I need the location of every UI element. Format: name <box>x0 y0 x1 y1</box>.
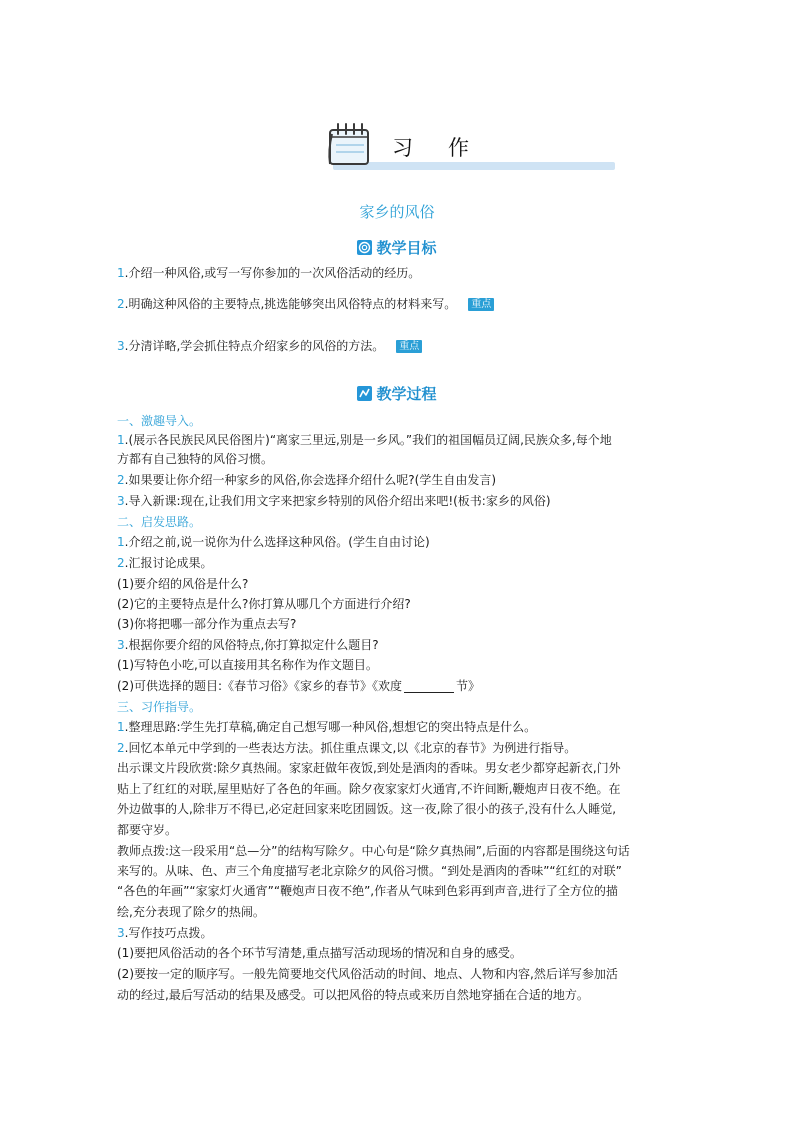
text-line <box>117 719 536 735</box>
text-line <box>117 740 576 756</box>
line-text: .如果要让你介绍一种家乡的风俗,你会选择介绍什么呢?(学生自由发言) <box>124 473 497 487</box>
process-heading-label: 教学过程 <box>376 385 437 403</box>
line-num: 2 <box>117 741 125 755</box>
text-line: 来写的。从味、色、声三个角度描写老北京除夕的风俗习惯。“到处是酒肉的香味”“红红的对联” <box>117 864 622 878</box>
text-line: (2)它的主要特点是什么?你打算从哪几个方面进行介绍? <box>117 597 411 611</box>
key-point-badge: 重点 <box>468 298 494 311</box>
goals-heading <box>0 237 794 258</box>
line-text: .汇报讨论成果。 <box>124 556 213 570</box>
text-line: 教师点拨:这一段采用“总—分”的结构写除夕。中心句是“除夕真热闹”,后面的内容都是围绕这句话 <box>117 844 630 858</box>
text-line: 出示课文片段欣赏:除夕真热闹。家家赶做年夜饭,到处是酒肉的香味。男女老少都穿起新衣,门外 <box>117 761 621 775</box>
goal-item <box>117 338 422 354</box>
line-text: .导入新课:现在,让我们用文字来把家乡特别的风俗介绍出来吧!(板书:家乡的风俗) <box>124 494 551 508</box>
section-heading-1: 一、激趣导入。 <box>117 414 202 428</box>
text-line <box>117 432 612 448</box>
target-icon <box>357 240 372 255</box>
text-line: (1)写特色小吃,可以直接用其名称作为作文题目。 <box>117 658 378 672</box>
text-line: “各色的年画”“家家灯火通宵”“鞭炮声日夜不绝”,作者从气味到色彩再到声音,进行了全方位的描 <box>117 884 618 898</box>
line-text: .介绍之前,说一说你为什么选择这种风俗。(学生自由讨论) <box>124 535 430 549</box>
goal-text: .介绍一种风俗,或写一写你参加的一次风俗活动的经历。 <box>124 266 421 280</box>
line-num: 3 <box>117 638 125 652</box>
line-text: .写作技巧点拨。 <box>124 926 213 940</box>
title-char-1: 习 <box>392 136 414 160</box>
line-text: .根据你要介绍的风俗特点,你打算拟定什么题目? <box>124 638 379 652</box>
line-text: (2)可供选择的题目:《春节习俗》《家乡的春节》《欢度 <box>117 679 403 693</box>
section-heading-2: 二、启发思路。 <box>117 515 202 529</box>
text-line <box>117 472 496 488</box>
goal-item <box>117 296 494 312</box>
goal-num: 2 <box>117 297 125 311</box>
lesson-subtitle: 家乡的风俗 <box>359 203 435 221</box>
line-num: 3 <box>117 494 125 508</box>
text-line: (3)你将把哪一部分作为重点去写? <box>117 617 297 631</box>
line-num: 2 <box>117 556 125 570</box>
text-line <box>117 534 430 550</box>
goal-num: 3 <box>117 339 125 353</box>
goal-num: 1 <box>117 266 125 280</box>
line-text: 节》 <box>456 679 481 693</box>
text-line <box>117 925 212 941</box>
line-num: 2 <box>117 473 125 487</box>
text-line: (1)要介绍的风俗是什么? <box>117 577 249 591</box>
line-text: .(展示各民族民风民俗图片)“离家三里远,别是一乡风。”我们的祖国幅员辽阔,民族众多,每个地 <box>124 433 612 447</box>
section-heading-3: 三、习作指导。 <box>117 700 202 714</box>
line-num: 1 <box>117 433 125 447</box>
text-line: (1)要把风俗活动的各个环节写清楚,重点描写活动现场的情况和自身的感受。 <box>117 946 522 960</box>
text-line <box>117 637 379 653</box>
text-line <box>117 678 480 694</box>
text-line: 贴上了红红的对联,屋里贴好了各色的年画。除夕夜家家灯火通宵,不许间断,鞭炮声日夜不绝。在 <box>117 782 621 796</box>
text-line <box>117 555 212 571</box>
title-char-2: 作 <box>448 136 470 160</box>
text-line <box>117 493 551 509</box>
goal-text: .明确这种风俗的主要特点,挑选能够突出风俗特点的材料来写。 <box>124 297 457 311</box>
key-point-badge: 重点 <box>396 340 422 353</box>
line-num: 1 <box>117 535 125 549</box>
fill-in-blank <box>404 680 454 693</box>
text-line: 都要守岁。 <box>117 823 178 837</box>
goal-item <box>117 265 420 281</box>
text-line: 绘,充分表现了除夕的热闹。 <box>117 905 265 919</box>
goals-heading-label: 教学目标 <box>376 239 437 257</box>
text-line: 动的经过,最后写活动的结果及感受。可以把风俗的特点或来历自然地穿插在合适的地方。 <box>117 988 589 1002</box>
goal-text: .分清详略,学会抓住特点介绍家乡的风俗的方法。 <box>124 339 385 353</box>
process-heading <box>0 383 794 404</box>
process-icon <box>357 386 372 401</box>
line-num: 1 <box>117 720 125 734</box>
line-text: .回忆本单元中学到的一些表达方法。抓住重点课文,以《北京的春节》为例进行指导。 <box>124 741 577 755</box>
text-line: 外边做事的人,除非万不得已,必定赶回家来吃团圆饭。这一夜,除了很小的孩子,没有什么人睡觉, <box>117 802 617 816</box>
line-num: 3 <box>117 926 125 940</box>
text-line: 方都有自己独特的风俗习惯。 <box>117 452 274 466</box>
text-line: (2)要按一定的顺序写。一般先简要地交代风俗活动的时间、地点、人物和内容,然后详写参加活 <box>117 967 618 981</box>
page-title <box>392 132 478 162</box>
line-text: .整理思路:学生先打草稿,确定自己想写哪一种风俗,想想它的突出特点是什么。 <box>124 720 537 734</box>
notepad-icon <box>324 120 374 170</box>
header-underline-bar <box>333 162 615 170</box>
